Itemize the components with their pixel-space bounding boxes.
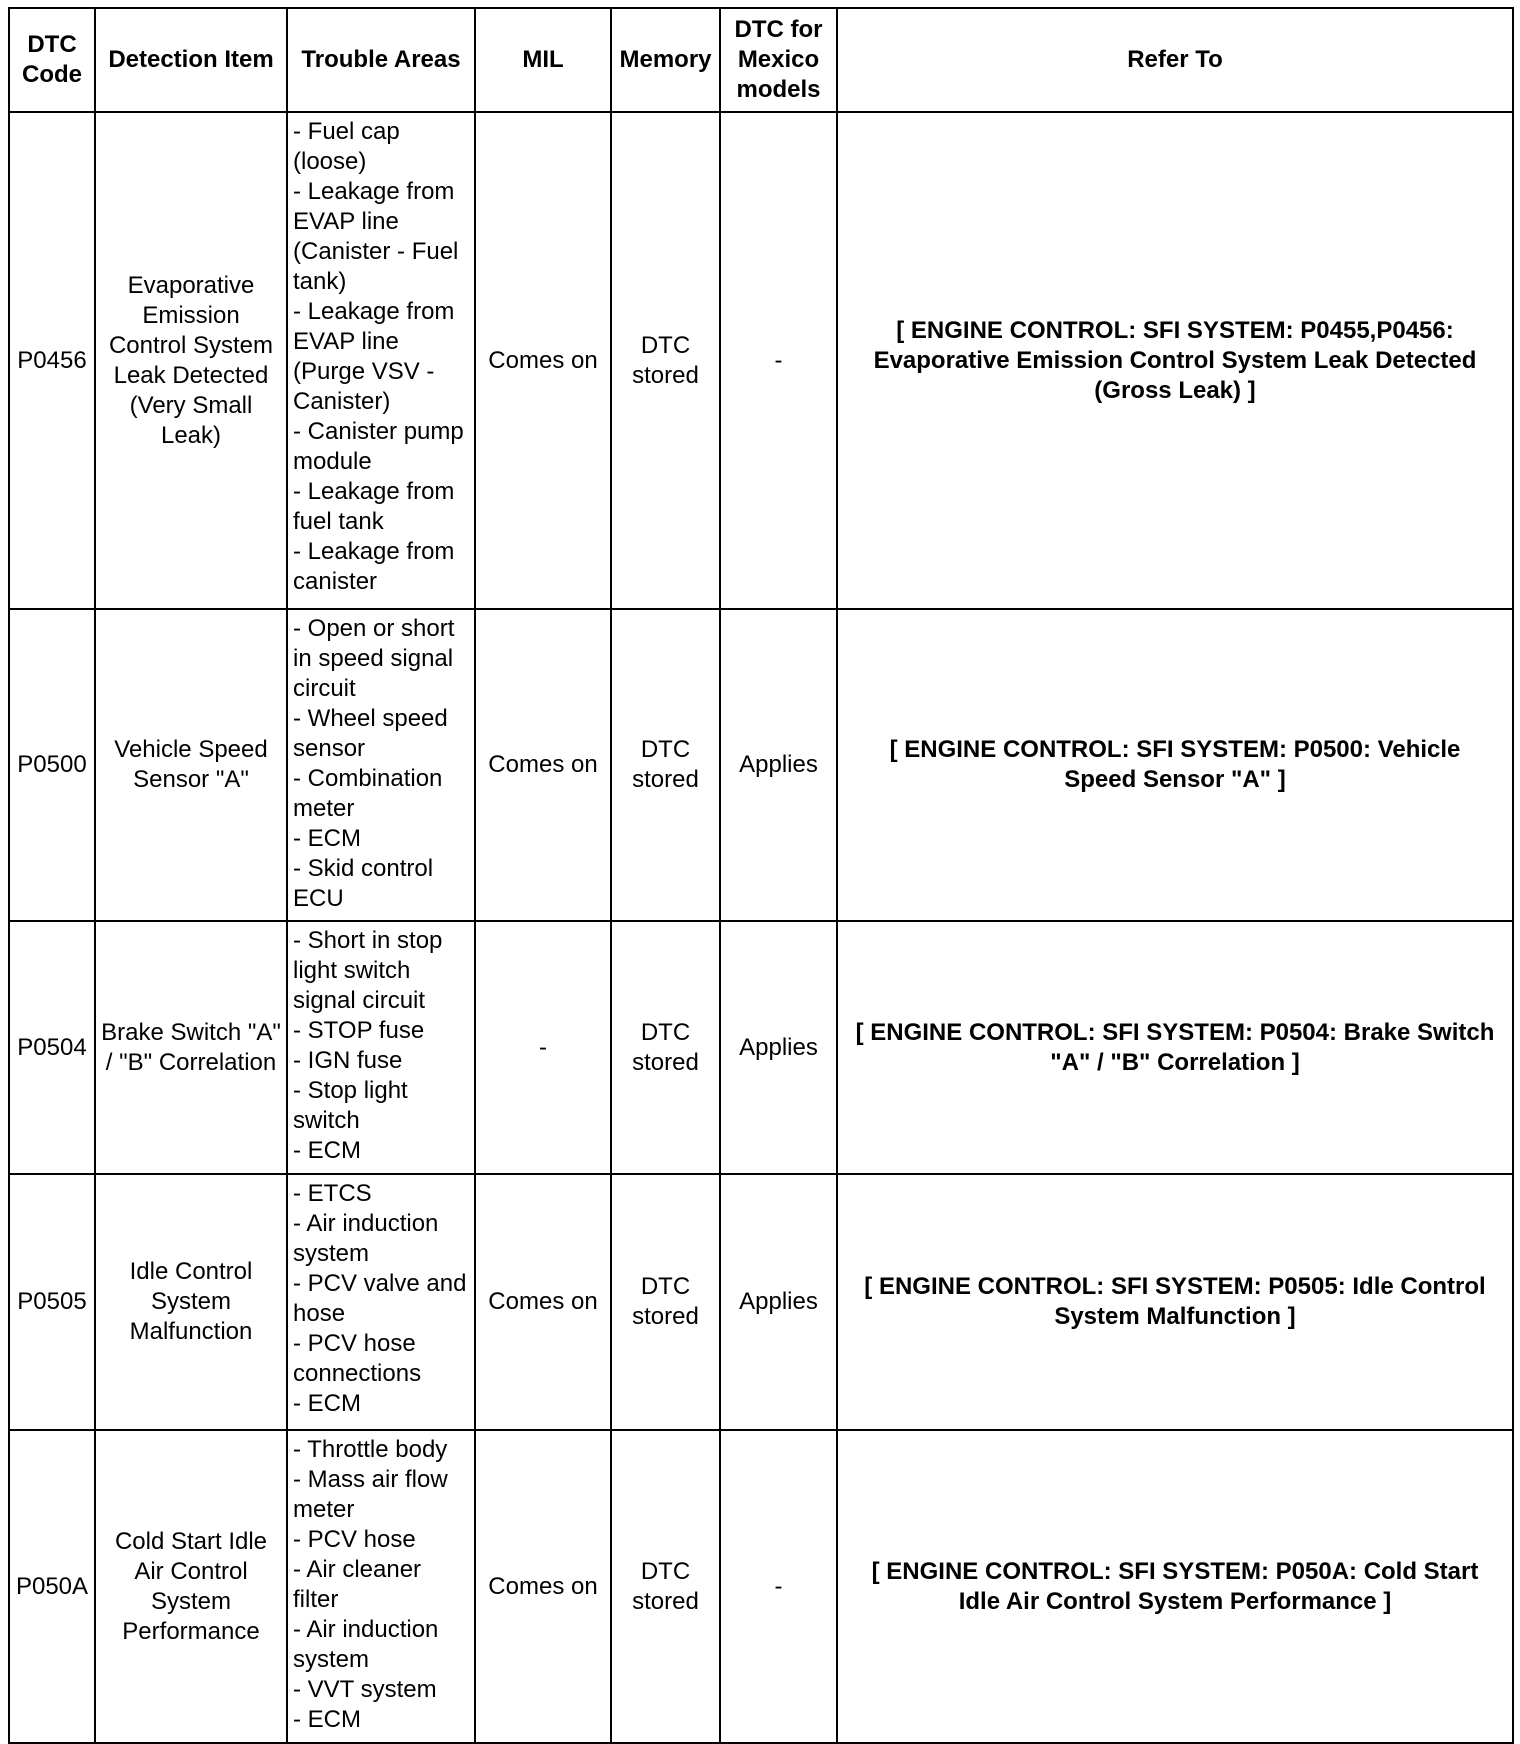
mil-cell: Comes on <box>475 112 611 609</box>
mexico-cell: Applies <box>720 609 837 921</box>
trouble-area-line: - VVT system <box>293 1676 437 1703</box>
detection-item-cell: Vehicle Speed Sensor "A" <box>95 609 287 921</box>
mexico-cell: Applies <box>720 921 837 1174</box>
mil-cell: Comes on <box>475 1174 611 1430</box>
header-trouble-areas: Trouble Areas <box>287 8 475 112</box>
trouble-area-line: - ETCS <box>293 1180 372 1207</box>
detection-item-cell: Evaporative Emission Control System Leak Detected (Very Small Leak) <box>95 112 287 609</box>
mil-cell: - <box>475 921 611 1174</box>
dtc-table <box>8 7 1514 1744</box>
memory-cell: DTC stored <box>611 1174 720 1430</box>
trouble-area-line: - Combination meter <box>293 765 443 822</box>
trouble-area-line: - STOP fuse <box>293 1017 425 1044</box>
trouble-area-line: - Leakage from fuel tank <box>293 478 455 535</box>
trouble-area-line: - Open or short in speed signal circuit <box>293 615 455 702</box>
trouble-area-line: - ECM <box>293 825 361 852</box>
refer-to-cell: [ ENGINE CONTROL: SFI SYSTEM: P0505: Idle Control System Malfunction ] <box>837 1174 1513 1430</box>
table-row <box>9 609 1513 921</box>
mil-cell: Comes on <box>475 1430 611 1743</box>
trouble-area-line: - IGN fuse <box>293 1047 403 1074</box>
trouble-area-line: - Fuel cap (loose) <box>293 118 400 175</box>
trouble-areas-cell <box>287 112 475 609</box>
dtc-code-cell: P0500 <box>9 609 95 921</box>
refer-to-cell: [ ENGINE CONTROL: SFI SYSTEM: P0455,P0456: Evaporative Emission Control System Leak Detected (Gross Leak) ] <box>837 112 1513 609</box>
memory-cell: DTC stored <box>611 112 720 609</box>
trouble-area-line: - Leakage from EVAP line (Canister - Fuel tank) <box>293 178 459 295</box>
trouble-areas-cell <box>287 1174 475 1430</box>
trouble-area-line: - Short in stop light switch signal circuit <box>293 927 443 1014</box>
refer-to-cell: [ ENGINE CONTROL: SFI SYSTEM: P0500: Vehicle Speed Sensor "A" ] <box>837 609 1513 921</box>
dtc-code-cell: P0456 <box>9 112 95 609</box>
mexico-cell: Applies <box>720 1174 837 1430</box>
table-row <box>9 1430 1513 1743</box>
trouble-area-line: - Mass air flow meter <box>293 1466 448 1523</box>
trouble-area-line: - PCV hose connections <box>293 1330 422 1387</box>
refer-to-cell: [ ENGINE CONTROL: SFI SYSTEM: P0504: Brake Switch "A" / "B" Correlation ] <box>837 921 1513 1174</box>
detection-item-cell: Cold Start Idle Air Control System Performance <box>95 1430 287 1743</box>
mexico-cell: - <box>720 1430 837 1743</box>
table-row <box>9 1174 1513 1430</box>
detection-item-cell: Idle Control System Malfunction <box>95 1174 287 1430</box>
trouble-area-line: - Wheel speed sensor <box>293 705 448 762</box>
trouble-area-line: - Leakage from canister <box>293 538 455 595</box>
trouble-area-line: - ECM <box>293 1390 361 1417</box>
header-dtc-code: DTC Code <box>9 8 95 112</box>
header-memory: Memory <box>611 8 720 112</box>
detection-item-cell: Brake Switch "A" / "B" Correlation <box>95 921 287 1174</box>
trouble-areas-cell <box>287 609 475 921</box>
trouble-area-line: - Throttle body <box>293 1436 448 1463</box>
mil-cell: Comes on <box>475 609 611 921</box>
table-row <box>9 921 1513 1174</box>
dtc-code-cell: P0505 <box>9 1174 95 1430</box>
trouble-area-line: - Stop light switch <box>293 1077 408 1134</box>
memory-cell: DTC stored <box>611 1430 720 1743</box>
trouble-areas-cell <box>287 921 475 1174</box>
dtc-code-cell: P0504 <box>9 921 95 1174</box>
dtc-code-cell: P050A <box>9 1430 95 1743</box>
trouble-area-line: - ECM <box>293 1137 361 1164</box>
header-mexico: DTC for Mexico models <box>720 8 837 112</box>
trouble-area-line: - Air induction system <box>293 1210 439 1267</box>
header-row <box>9 8 1513 112</box>
trouble-areas-cell <box>287 1430 475 1743</box>
trouble-area-line: - Air cleaner filter <box>293 1556 422 1613</box>
trouble-area-line: - PCV valve and hose <box>293 1270 467 1327</box>
trouble-area-line: - Skid control ECU <box>293 855 434 912</box>
trouble-area-line: - Leakage from EVAP line (Purge VSV - Canister) <box>293 298 455 415</box>
trouble-area-line: - Canister pump module <box>293 418 464 475</box>
header-refer-to: Refer To <box>837 8 1513 112</box>
memory-cell: DTC stored <box>611 921 720 1174</box>
table-row <box>9 112 1513 609</box>
trouble-area-line: - PCV hose <box>293 1526 416 1553</box>
header-detection-item: Detection Item <box>95 8 287 112</box>
mexico-cell: - <box>720 112 837 609</box>
memory-cell: DTC stored <box>611 609 720 921</box>
header-mil: MIL <box>475 8 611 112</box>
trouble-area-line: - Air induction system <box>293 1616 439 1673</box>
refer-to-cell: [ ENGINE CONTROL: SFI SYSTEM: P050A: Cold Start Idle Air Control System Performance ] <box>837 1430 1513 1743</box>
trouble-area-line: - ECM <box>293 1706 361 1733</box>
